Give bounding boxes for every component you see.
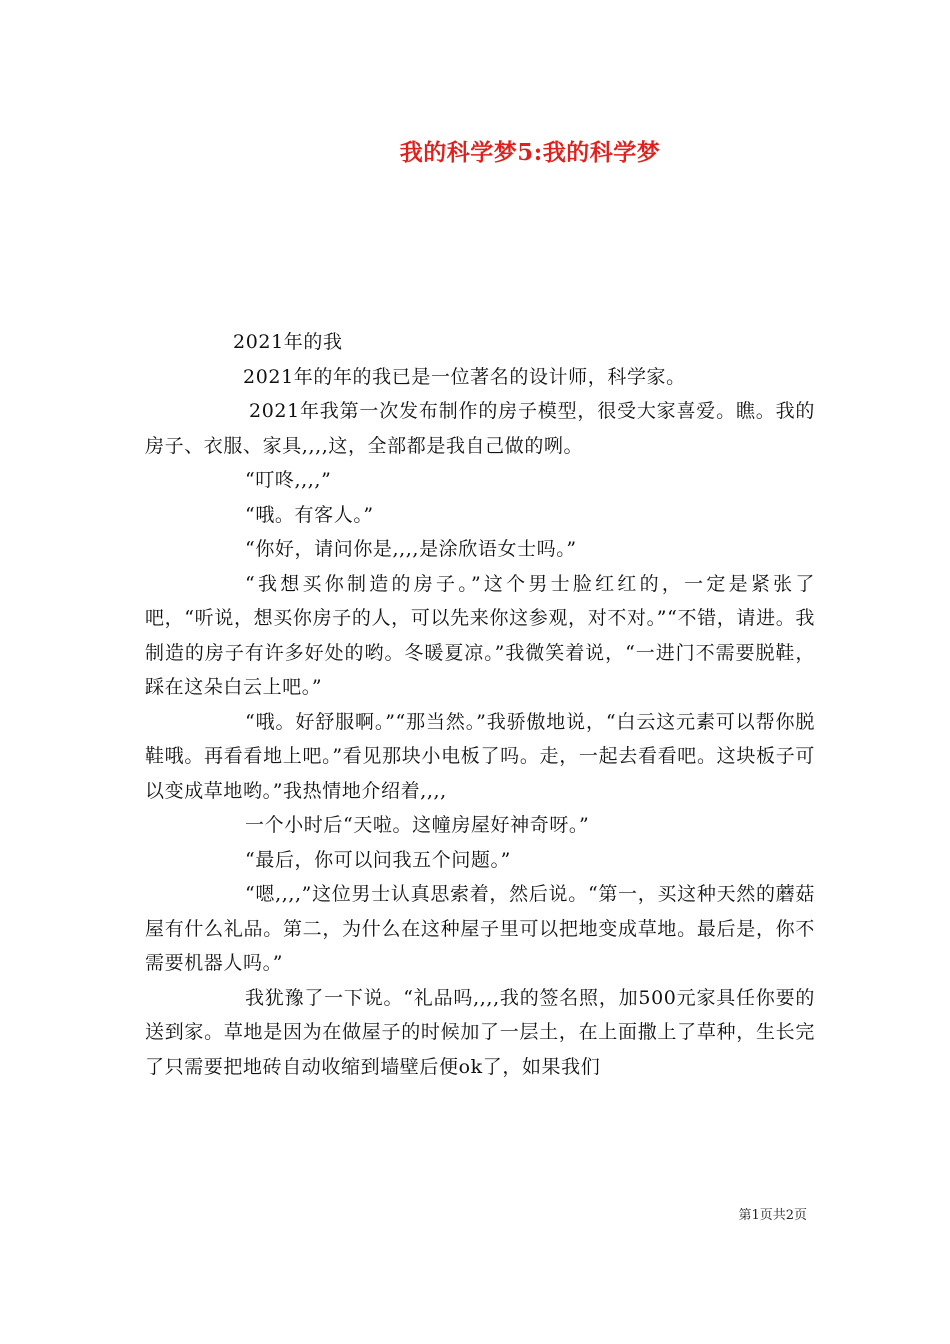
paragraph-9: 一个小时后“天啦。这幢房屋好神奇呀。” [245,814,590,836]
document-body [145,325,815,1084]
page-footer: 第1页共2页 [738,1208,807,1223]
paragraph-12: 我犹豫了一下说。“礼品吗,,,,我的签名照，加500元家具任你要的送到家。草地是因为在做屋子的时候加了一层土，在上面撒上了草种，生长完了只需要把地砖自动收缩到墙壁后便ok了，如果我们 [145,986,815,1078]
page-title: 我的科学梦5:我的科学梦 [399,139,661,166]
paragraph-2: 2021年的年的我已是一位著名的设计师，科学家。 [243,365,686,388]
paragraph-10: “最后，你可以问我五个问题。” [245,848,511,871]
paragraph-3: 2021年我第一次发布制作的房子模型，很受大家喜爱。瞧。我的房子、衣服、家具,,,,这，全部都是我自己做的咧。 [145,400,815,457]
paragraph-5: “哦。有客人。” [245,503,374,526]
paragraph-1: 2021年的我 [233,331,343,353]
paragraph-7: “我想买你制造的房子。”这个男士脸红红的，一定是紧张了吧，“听说，想买你房子的人，可以先来你这参观，对不对。”“不错，请进。我制造的房子有许多好处的哟。冬暖夏凉。”我微笑着说，“一进门不需要脱鞋，踩在这朵白云上吧。” [145,572,815,698]
paragraph-6: “你好，请问你是,,,,是涂欣语女士吗。” [245,538,577,560]
paragraph-11: “嗯,,,,”这位男士认真思索着，然后说。“第一，买这种天然的蘑菇屋有什么礼品。第二，为什么在这种屋子里可以把地变成草地。最后是，你不需要机器人吗。” [145,883,815,974]
paragraph-8: “哦。好舒服啊。”“那当然。”我骄傲地说，“白云这元素可以帮你脱鞋哦。再看看地上吧。”看见那块小电板了吗。走，一起去看看吧。这块板子可以变成草地哟。”我热情地介绍着,,,, [145,710,815,802]
paragraph-4: “叮咚,,,,” [245,469,332,491]
